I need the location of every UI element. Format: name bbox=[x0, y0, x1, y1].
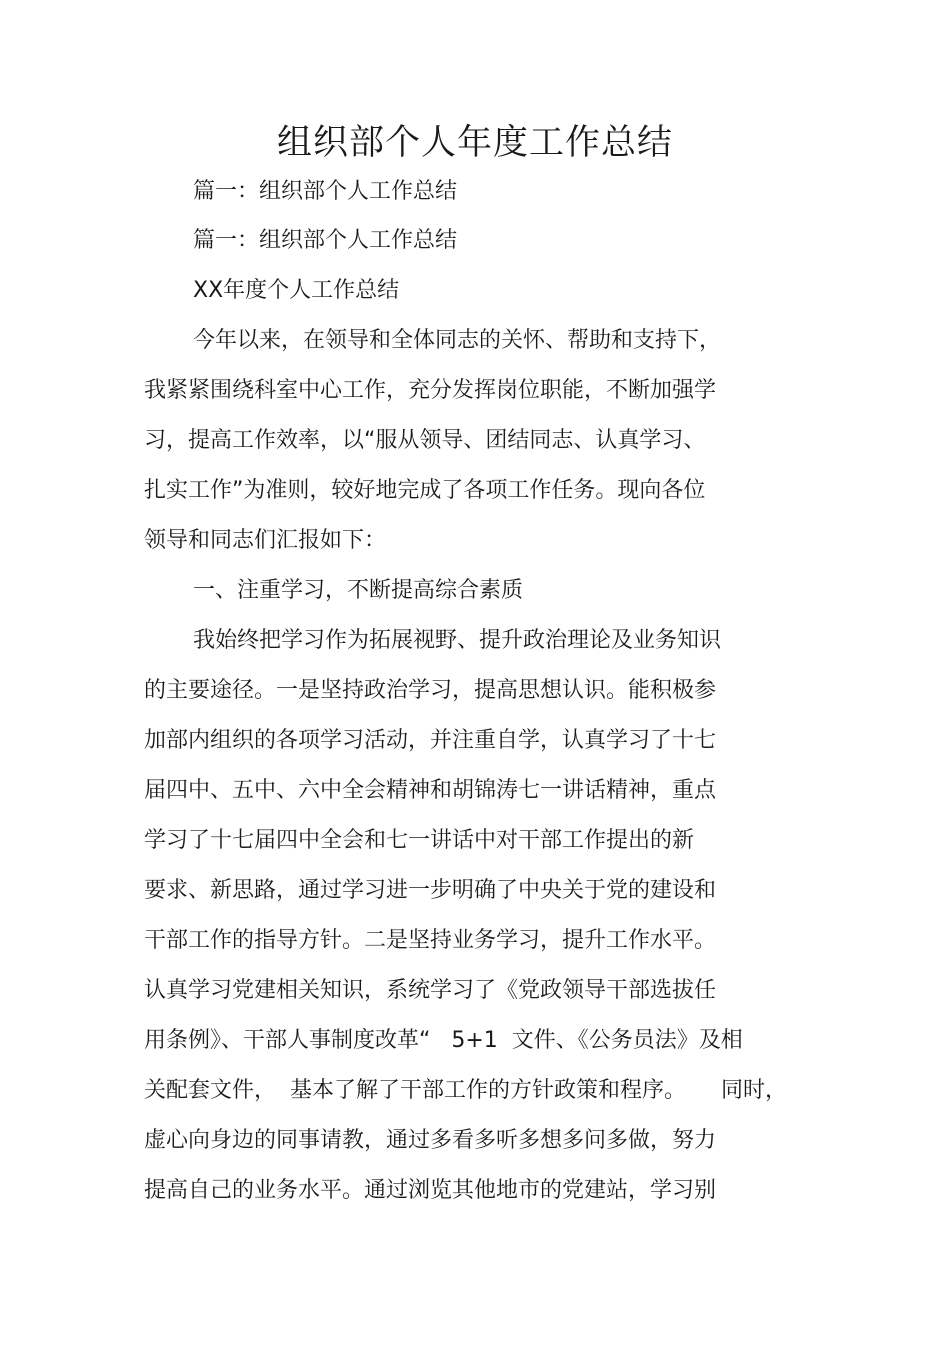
paragraph-line: 虚心向身边的同事请教，通过多看多听多想多问多做，努力 bbox=[144, 1128, 717, 1153]
paragraph-line: 的主要途径。一是坚持政治学习，提高思想认识。能积极参 bbox=[144, 678, 717, 703]
subtitle-line-2: 篇一：组织部个人工作总结 bbox=[193, 228, 458, 253]
paragraph-line: 习，提高工作效率，以“服从领导、团结同志、认真学习、 bbox=[144, 428, 706, 453]
paragraph-line: 学习了十七届四中全会和七一讲话中对干部工作提出的新 bbox=[144, 828, 695, 853]
paragraph-line: 扎实工作”为准则，较好地完成了各项工作任务。现向各位 bbox=[144, 478, 706, 503]
paragraph-line: 要求、新思路，通过学习进一步明确了中央关于党的建设和 bbox=[144, 878, 717, 903]
section-heading: 一、注重学习，不断提高综合素质 bbox=[193, 578, 524, 603]
paragraph-line: 我紧紧围绕科室中心工作，充分发挥岗位职能，不断加强学 bbox=[144, 378, 717, 403]
subtitle-line-1: 篇一：组织部个人工作总结 bbox=[193, 179, 458, 204]
paragraph-line: 用条例》、干部人事制度改革“ 5+1 文件、《公务员法》及相 bbox=[144, 1028, 743, 1053]
paragraph-line: 关配套文件， 基本了解了干部工作的方针政策和程序。 同时， bbox=[144, 1078, 787, 1103]
paragraph-line: 今年以来，在领导和全体同志的关怀、帮助和支持下， bbox=[193, 328, 722, 353]
paragraph-line: 加部内组织的各项学习活动，并注重自学，认真学习了十七 bbox=[144, 728, 717, 753]
paragraph-line: 认真学习党建相关知识，系统学习了《党政领导干部选拔任 bbox=[144, 978, 717, 1003]
paragraph-line: 领导和同志们汇报如下： bbox=[144, 528, 387, 553]
paragraph-line: 干部工作的指导方针。二是坚持业务学习，提升工作水平。 bbox=[144, 928, 717, 953]
paragraph-line: 提高自己的业务水平。通过浏览其他地市的党建站，学习别 bbox=[144, 1178, 717, 1203]
paragraph-line: 届四中、五中、六中全会精神和胡锦涛七一讲话精神，重点 bbox=[144, 778, 717, 803]
paragraph-line: 我始终把学习作为拓展视野、提升政治理论及业务知识 bbox=[193, 628, 722, 653]
subtitle-line-3: XX年度个人工作总结 bbox=[193, 278, 400, 303]
document-title: 组织部个人年度工作总结 bbox=[276, 123, 673, 163]
